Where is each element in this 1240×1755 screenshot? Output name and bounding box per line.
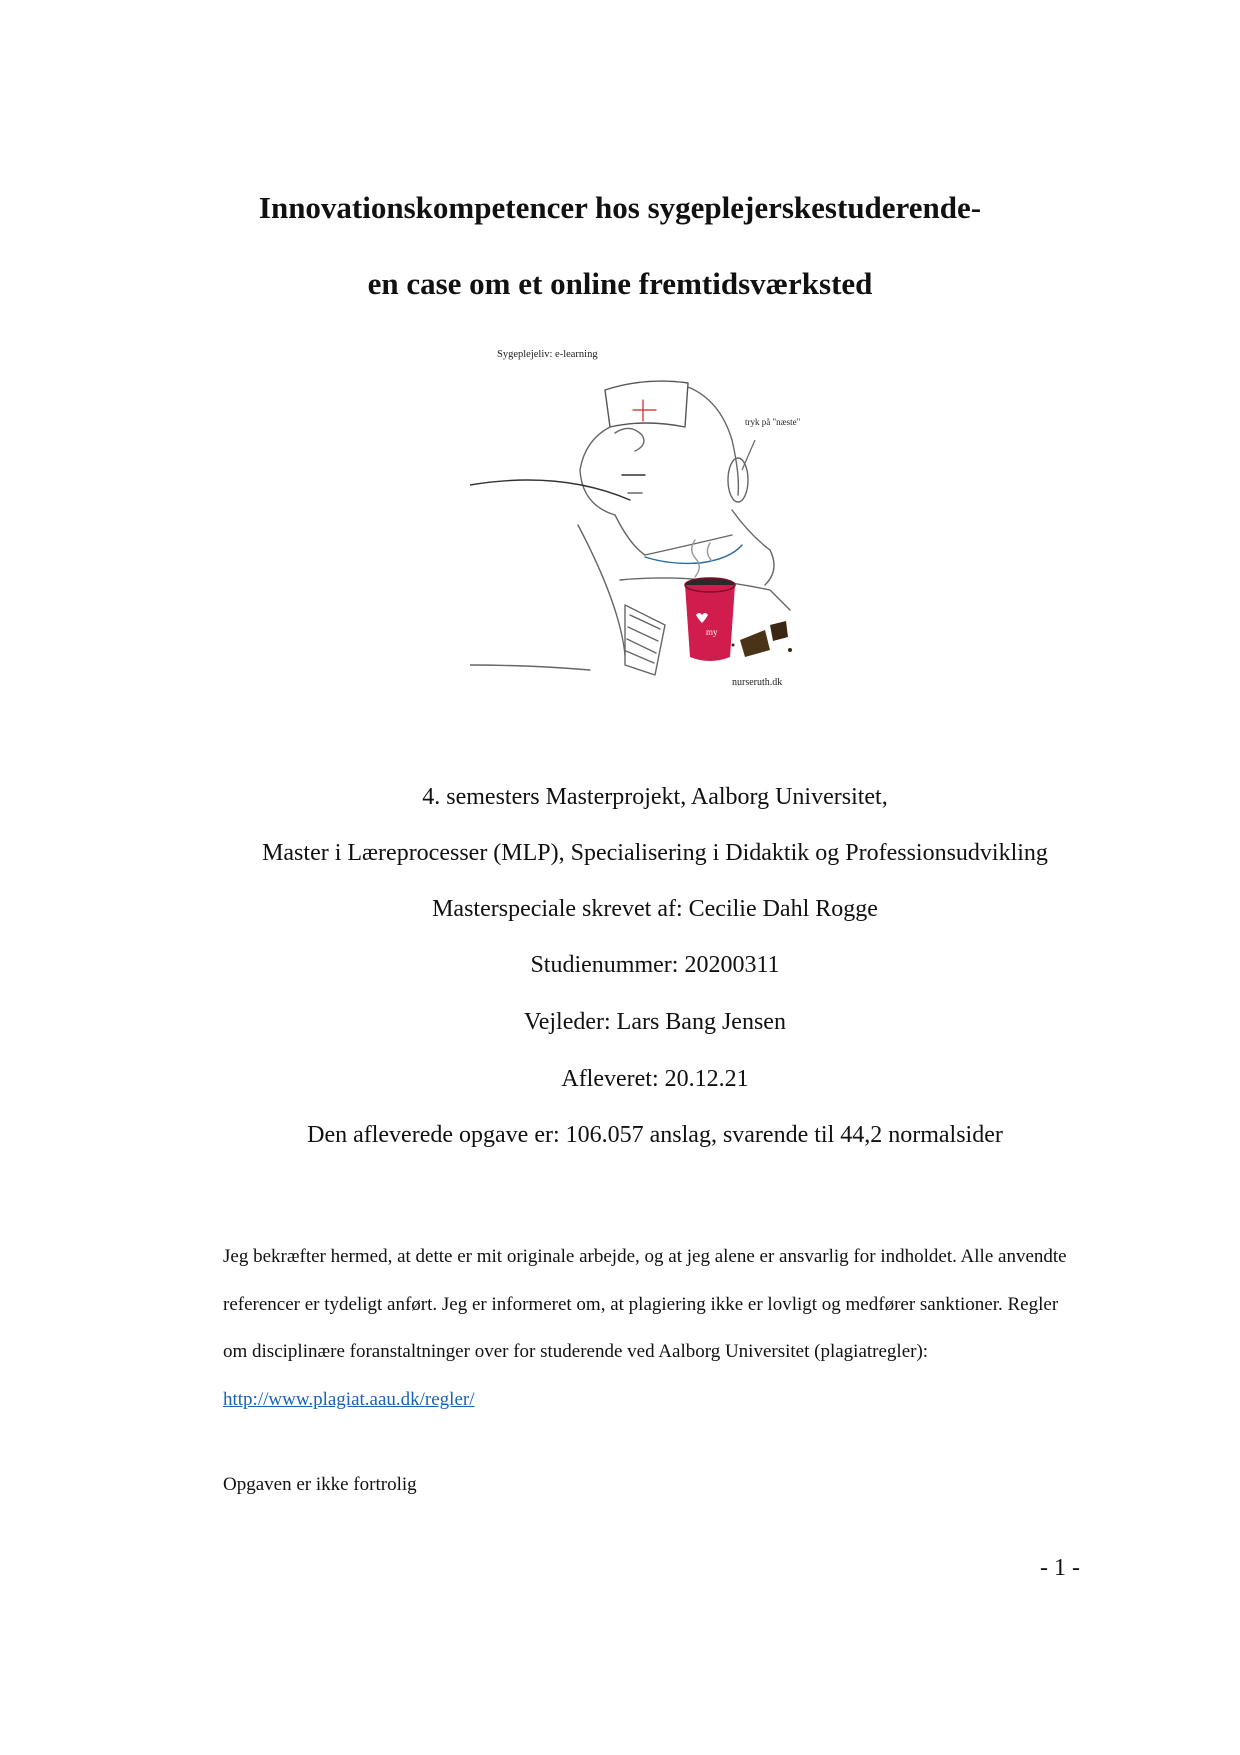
submission-date-line: Afleveret: 20.12.21 xyxy=(561,1066,749,1092)
thesis-title-line-1: Innovationskompetencer hos sygeplejerskestuderende- xyxy=(258,190,982,225)
declaration-text: Jeg bekræfter hermed, at dette er mit originale arbejde, og at jeg alene er ansvarlig for indholdet. Alle anvendte referencer er tydeligt anført. Jeg er informeret om, at plagiering ikke er lovligt og medfører sanktioner. Regler om disciplinære foranstaltninger over for studerende ved Aalborg Universitet (plagiatregler): xyxy=(223,1246,1067,1362)
page-number: - 1 - xyxy=(1040,1555,1080,1581)
illustration-watermark: nurseruth.dk xyxy=(732,677,783,688)
illustration-caption: Sygeplejeliv: e-learning xyxy=(497,349,598,360)
plagiarism-declaration xyxy=(223,1233,1073,1423)
svg-text:my: my xyxy=(706,627,718,637)
supervisor-line: Vejleder: Lars Bang Jensen xyxy=(524,1009,786,1035)
student-number-line: Studienummer: 20200311 xyxy=(530,952,780,978)
nurse-elearning-illustration xyxy=(470,345,830,695)
character-count-line: Den afleverede opgave er: 106.057 anslag, svarende til 44,2 normalsider xyxy=(307,1122,1003,1148)
thesis-title-line-2: en case om et online fremtidsværksted xyxy=(367,266,873,301)
author-line: Masterspeciale skrevet af: Cecilie Dahl Rogge xyxy=(432,896,878,922)
plagiarism-rules-link[interactable]: http://www.plagiat.aau.dk/regler/ xyxy=(223,1388,475,1410)
chocolate-pieces-icon xyxy=(732,621,793,657)
coffee-mug-icon xyxy=(685,578,735,661)
program-line: 4. semesters Masterprojekt, Aalborg Universitet, xyxy=(422,784,888,810)
confidentiality-statement: Opgaven er ikke fortrolig xyxy=(223,1474,417,1495)
specialisation-line: Master i Læreprocesser (MLP), Specialisering i Didaktik og Professionsudvikling xyxy=(262,840,1048,866)
speech-bubble-text: tryk på "næste" xyxy=(745,417,801,427)
